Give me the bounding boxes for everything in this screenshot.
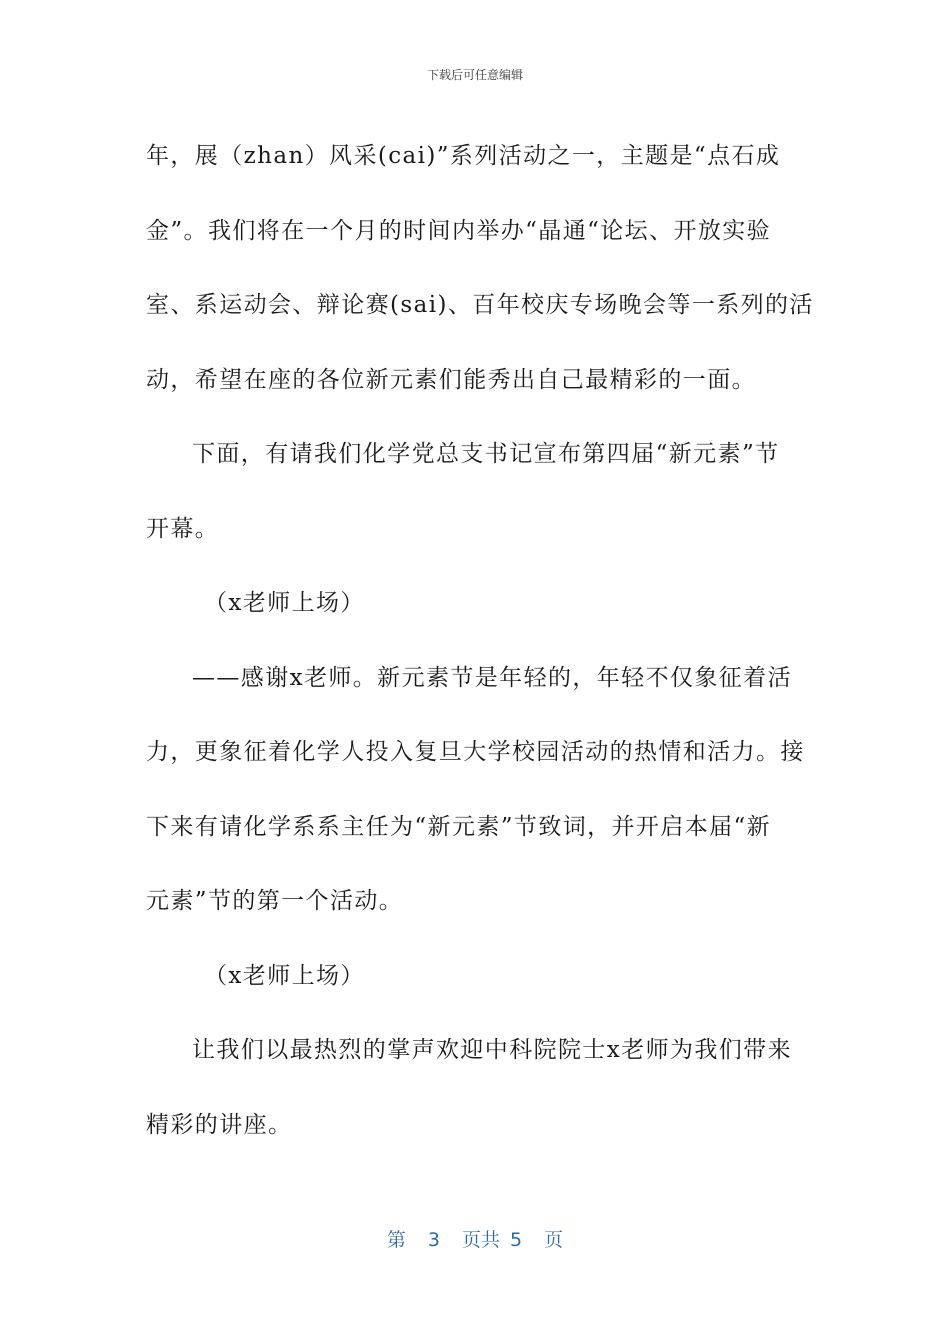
body-line: 下来有请化学系系主任为“新元素”节致词，并开启本届“新 (146, 813, 772, 840)
body-line: 开幕。 (146, 515, 220, 542)
body-line: 金”。我们将在一个月的时间内举办“晶通“论坛、开放实验 (146, 217, 772, 244)
document-body (146, 119, 814, 1162)
page-header: 下载后可任意编辑 (426, 68, 523, 82)
body-line: 动，希望在座的各位新元素们能秀出自己最精彩的一面。 (146, 366, 756, 393)
stage-direction: （x老师上场） (204, 962, 365, 989)
page-footer (0, 1225, 950, 1252)
page-current: 3 (427, 1229, 440, 1251)
body-line: 精彩的讲座。 (146, 1111, 293, 1138)
body-line: ——感谢x老师。新元素节是年轻的，年轻不仅象征着活 (192, 664, 792, 691)
body-line: 力，更象征着化学人投入复旦大学校园活动的热情和活力。接 (146, 739, 805, 765)
body-line: 年，展（zhan）风采(cai)”系列活动之一，主题是“点石成 (146, 143, 781, 169)
body-line: 元素”节的第一个活动。 (146, 888, 404, 914)
page-total: 5 (510, 1229, 523, 1251)
page-suffix: 页 (544, 1229, 564, 1251)
body-line: 下面，有请我们化学党总支书记宣布第四届“新元素”节 (192, 441, 780, 467)
body-line: 室、系运动会、辩论赛(sai)、百年校庆专场晚会等一系列的活 (146, 292, 814, 318)
page-prefix: 第 (386, 1229, 406, 1251)
stage-direction: （x老师上场） (204, 590, 365, 616)
page-middle: 页共 (461, 1229, 500, 1251)
body-line: 让我们以最热烈的掌声欢迎中科院院士x老师为我们带来 (192, 1037, 792, 1063)
